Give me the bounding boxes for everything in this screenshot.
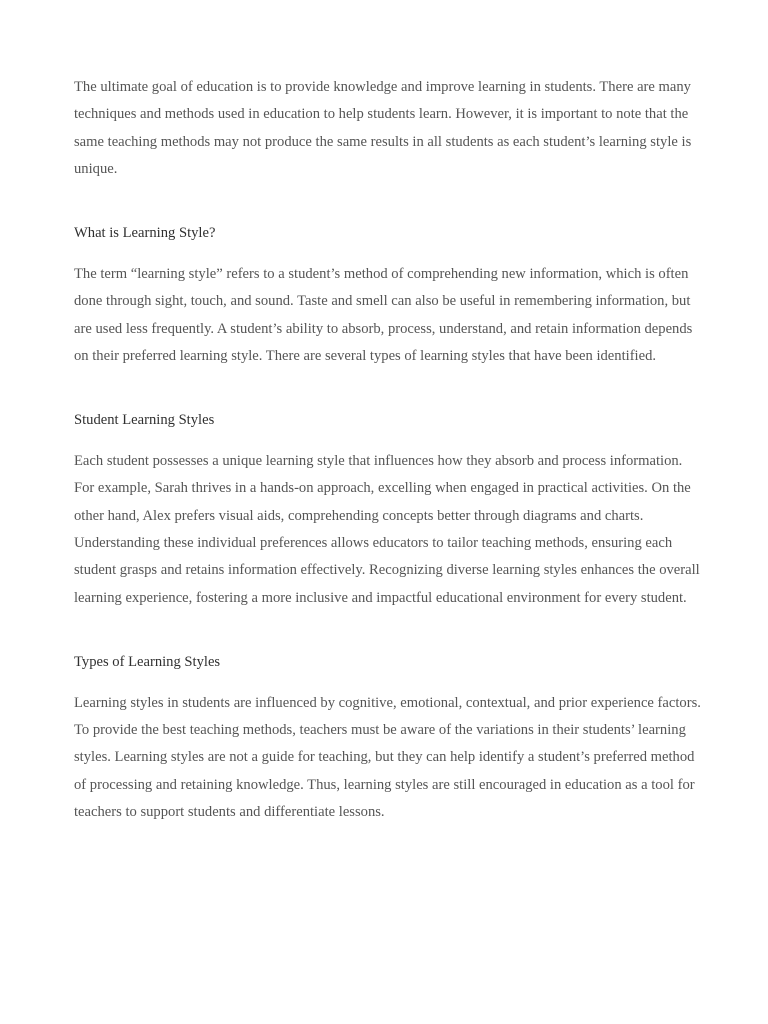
section-heading-types-of-learning-styles: Types of Learning Styles — [74, 653, 221, 670]
document-page — [74, 74, 704, 827]
section-body-what-is-learning-style: The term “learning style” refers to a student’s method of comprehending new information, which is often done through sight, touch, and sound. Taste and smell can also be useful in remembering information, but are used less frequently. A student’s ability to absorb, process, understand, and retain information depends on their preferred learning style. There are several types of learning styles that have been identified. — [74, 265, 693, 365]
intro-paragraph: The ultimate goal of education is to provide knowledge and improve learning in students. There are many techniques and methods used in education to help students learn. However, it is important to note that the same teaching methods may not produce the same results in all students as each student’s learning style is unique. — [74, 79, 692, 178]
section-body-student-learning-styles: Each student possesses a unique learning style that influences how they absorb and process information. For example, Sarah thrives in a hands-on approach, excelling when engaged in practical activities. On the other hand, Alex prefers visual aids, comprehending concepts better through diagrams and charts. Understanding these individual preferences allows educators to tailor teaching methods, ensuring each student grasps and retains information effectively. Recognizing diverse learning styles enhances the overall learning experience, fostering a more inclusive and impactful educational environment for every student. — [74, 452, 700, 606]
section-body-types-of-learning-styles: Learning styles in students are influenced by cognitive, emotional, contextual, and prior experience factors. To provide the best teaching methods, teachers must be aware of the variations in their students’ learning styles. Learning styles are not a guide for teaching, but they can help identify a student’s preferred method of processing and retaining knowledge. Thus, learning styles are still encouraged in education as a tool for teachers to support students and differentiate lessons. — [74, 694, 701, 821]
section-heading-student-learning-styles: Student Learning Styles — [74, 412, 215, 429]
section-heading-what-is-learning-style: What is Learning Style? — [74, 225, 216, 242]
